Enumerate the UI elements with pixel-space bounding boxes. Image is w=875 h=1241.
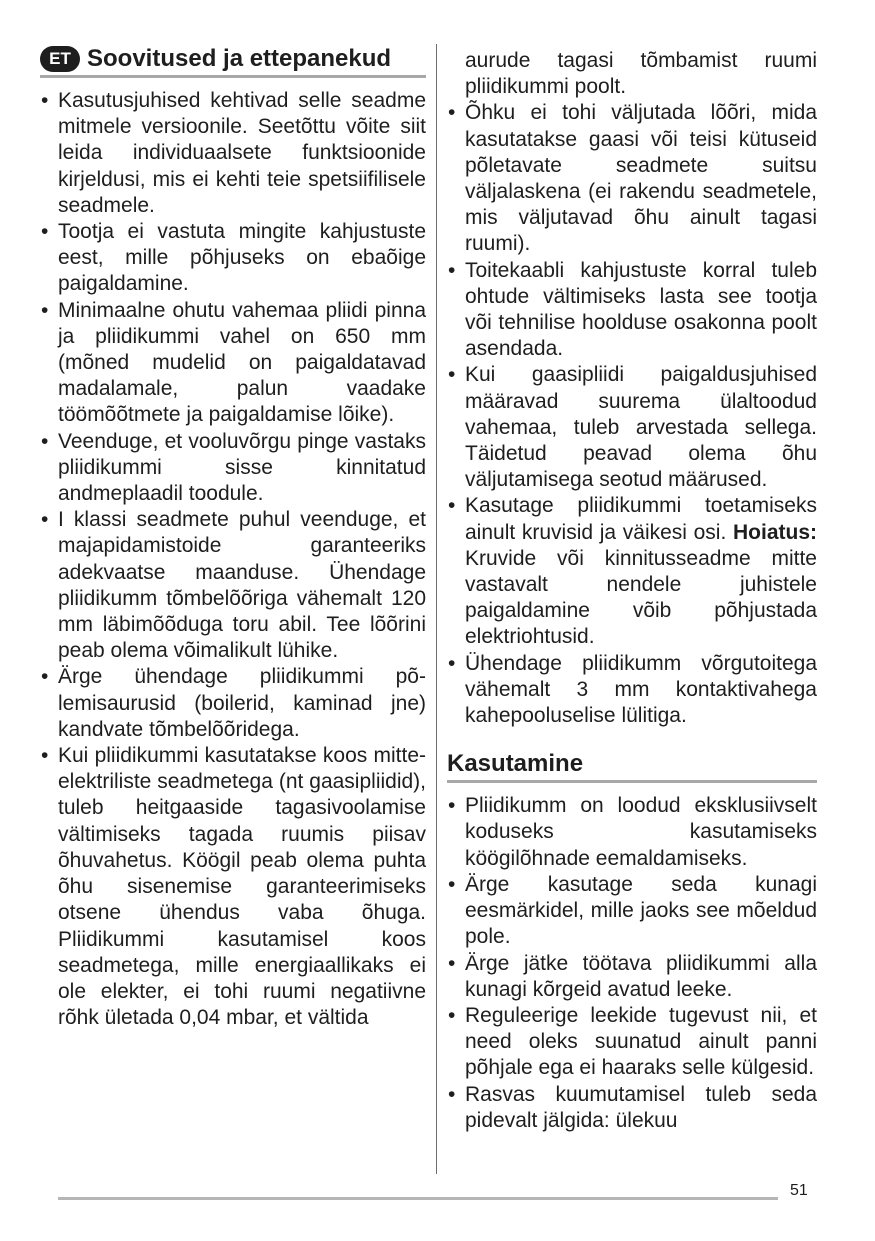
warning-text: Kruvide või kinnitusseadme mitte vastavalt nendele juhistele paigaldamine võib põhjustada elektriohtusid. <box>465 546 817 649</box>
left-column <box>40 44 426 1031</box>
recommendations-list <box>40 88 426 1031</box>
right-column <box>447 48 817 1134</box>
list-item-continued: aurude tagasi tõmbamist ruumi pliidikummi poolt. <box>465 49 817 99</box>
list-item: • Reguleerige leekide tugevust nii, et need oleks suunatud ainult panni põhjale ega ei haaraks selle külgesid. <box>447 1003 817 1082</box>
list-item: • Kui gaasipliidi paigaldusjuhised määravad suurema ülaltoodud vahemaa, tuleb arvestada sellega. Täidetud peavad olema õhu väljutamisega seotud määrused. <box>447 362 817 493</box>
section-heading-usage <box>447 749 817 783</box>
list-item-screws <box>447 493 817 650</box>
list-item: • Rasvas kuumutamisel tuleb seda pidevalt jälgida: ülekuu <box>447 1082 817 1134</box>
list-item: • Minimaalne ohutu vahemaa pliidi pinna ja pliidikummi vahel on 650 mm (mõned mudelid on paigaldatavad madalamale, palun vaadake töömõõtmete ja paigaldamise lõike). <box>40 298 426 429</box>
screws-text: Kasutage pliidikummi toetamiseks ainult kruvisid ja väikesi osi. <box>465 494 817 544</box>
list-item: • Ärge kasutage seda kunagi eesmärkidel, mille jaoks see mõeldud pole. <box>447 872 817 951</box>
list-item: • I klassi seadmete puhul veenduge, et majapidamistoide garanteeriks adekvaatse maanduse. Ühendage pliidikumm tõmbelõõriga vähemalt 120 mm läbimõõduga toru abil. Tee lõõrini peab olema võimalikult lühike. <box>40 507 426 664</box>
recommendations-list-continued <box>447 48 817 729</box>
column-divider <box>436 44 437 1174</box>
language-badge: ET <box>40 46 80 72</box>
list-item: • Ärge jätke töötava pliidikummi alla kunagi kõrgeid avatud leeke. <box>447 951 817 1003</box>
section-title: Kasutamine <box>447 750 584 778</box>
page-number: 51 <box>790 1182 808 1199</box>
list-item: • Kasutusjuhised kehtivad selle seadme mitmele versioonile. Seetõttu võite siit leida individuaalsete funktsioonide kirjeldusi, mis ei kehti teie spetsiifilisele seadmele. <box>40 88 426 219</box>
list-item: • Tootja ei vastuta mingite kahjustuste eest, mille põhjuseks on ebaõige paigaldamine. <box>40 219 426 298</box>
list-item: • Pliidikumm on loodud eksklusiivselt koduseks kasutamiseks köögilõhnade eemaldamiseks. <box>447 793 817 872</box>
section-heading-recommendations <box>40 44 426 78</box>
footer-rule <box>58 1197 778 1200</box>
list-item: • Õhku ei tohi väljutada lõõri, mida kasutatakse gaasi või teisi kütuseid põletavate seadmete suitsu väljalaskena (ei rakendu seadmetele, mis väljutavad õhu ainult tagasi ruumi). <box>447 100 817 257</box>
list-item: • Kui pliidikummi kasutatakse koos mitte-elektriliste seadmetega (nt gaasipliidid), tuleb heitgaaside tagasivoolamise vältimiseks tagada ruumis piisav õhuvahetus. Köögil peab olema puhta õhu sisenemise garanteerimiseks otsene ühendus vaba õhuga. Pliidikummi kasutamisel koos seadmetega, mille energiaallikaks ei ole elekter, ei tohi ruumi negatiivne rõhk ületada 0,04 mbar, et vältida <box>40 743 426 1031</box>
section-title: Soovitused ja ettepanekud <box>87 45 392 72</box>
list-item: • Toitekaabli kahjustuste korral tuleb ohtude vältimiseks lasta see tootja või tehnilise hoolduse osakonna poolt asendada. <box>447 258 817 363</box>
warning-label: Hoiatus: <box>733 520 817 544</box>
list-item: • Ühendage pliidikumm võrgutoitega vähemalt 3 mm kontaktivahega kahepooluselise lülitiga. <box>447 651 817 730</box>
list-item: • Veenduge, et vooluvõrgu pinge vastaks pliidikummi sisse kinnitatud andmeplaadil toodule. <box>40 429 426 508</box>
list-item: • Ärge ühendage pliidikummi põlemisaurusid (boilerid, kaminad jne) kandvate tõmbelõõridega. <box>40 664 426 743</box>
usage-list <box>447 793 817 1134</box>
